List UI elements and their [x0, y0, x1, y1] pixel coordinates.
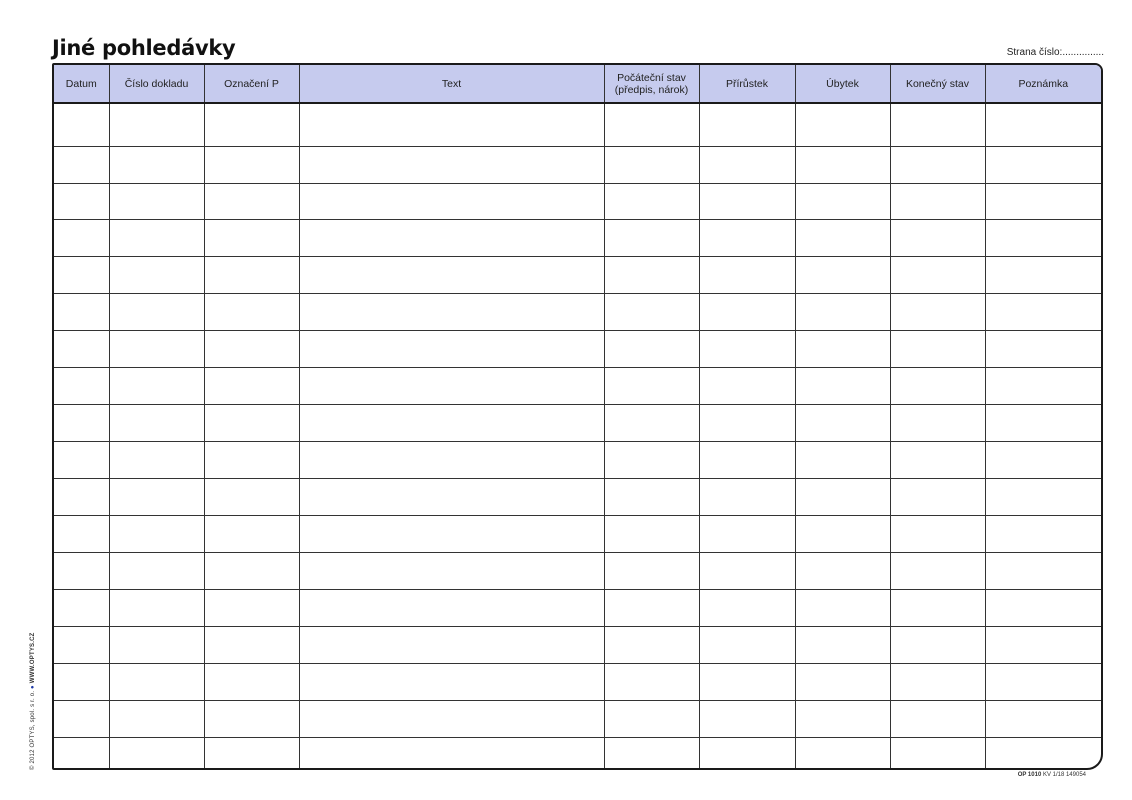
table-cell[interactable]: [299, 589, 604, 626]
table-cell[interactable]: [985, 331, 1101, 368]
table-cell[interactable]: [890, 183, 985, 220]
table-cell[interactable]: [604, 442, 699, 479]
table-cell[interactable]: [795, 552, 890, 589]
table-cell[interactable]: [795, 220, 890, 257]
form-code-rest: KV 1/18 149054: [1042, 772, 1086, 778]
table-cell[interactable]: [54, 442, 109, 479]
table-cell[interactable]: [795, 368, 890, 405]
table-row: [54, 368, 1101, 405]
table-cell[interactable]: [54, 294, 109, 331]
table-cell[interactable]: [985, 368, 1101, 405]
table-cell[interactable]: [204, 146, 299, 183]
table-cell[interactable]: [985, 515, 1101, 552]
table-cell[interactable]: [299, 405, 604, 442]
table-row: [54, 294, 1101, 331]
table-cell[interactable]: [699, 146, 795, 183]
table-cell[interactable]: [890, 700, 985, 737]
table-cell[interactable]: [299, 737, 604, 768]
column-header-document-number: Číslo dokladu: [109, 65, 204, 103]
table-cell[interactable]: [299, 294, 604, 331]
table-cell[interactable]: [54, 700, 109, 737]
table-cell[interactable]: [109, 663, 204, 700]
table-cell[interactable]: [109, 103, 204, 146]
table-cell[interactable]: [604, 626, 699, 663]
table-cell[interactable]: [204, 552, 299, 589]
table-cell[interactable]: [299, 146, 604, 183]
table-cell[interactable]: [699, 626, 795, 663]
table-cell[interactable]: [604, 737, 699, 768]
table-cell[interactable]: [699, 442, 795, 479]
table-cell[interactable]: [604, 331, 699, 368]
table-cell[interactable]: [795, 103, 890, 146]
table-cell[interactable]: [54, 663, 109, 700]
table-cell[interactable]: [204, 626, 299, 663]
table-row: [54, 552, 1101, 589]
table-cell[interactable]: [985, 737, 1101, 768]
ledger-table: [54, 65, 1101, 768]
table-cell[interactable]: [795, 331, 890, 368]
table-cell[interactable]: [109, 331, 204, 368]
table-cell[interactable]: [299, 515, 604, 552]
table-row: [54, 737, 1101, 768]
table-cell[interactable]: [890, 552, 985, 589]
table-cell[interactable]: [299, 368, 604, 405]
table-cell[interactable]: [890, 626, 985, 663]
form-code-bold: OP 1010: [1017, 772, 1042, 778]
table-cell[interactable]: [299, 700, 604, 737]
table-cell[interactable]: [299, 331, 604, 368]
table-cell[interactable]: [699, 737, 795, 768]
table-cell[interactable]: [54, 220, 109, 257]
table-cell[interactable]: [204, 294, 299, 331]
table-cell[interactable]: [54, 737, 109, 768]
column-header-text: Text: [299, 65, 604, 103]
table-cell[interactable]: [54, 626, 109, 663]
table-cell[interactable]: [985, 103, 1101, 146]
table-cell[interactable]: [795, 626, 890, 663]
table-cell[interactable]: [795, 737, 890, 768]
column-header-receivable-id: Označení P: [204, 65, 299, 103]
form-code: [1018, 772, 1086, 778]
table-cell[interactable]: [699, 405, 795, 442]
table-cell[interactable]: [54, 331, 109, 368]
table-row: [54, 479, 1101, 516]
table-cell[interactable]: [299, 183, 604, 220]
table-cell[interactable]: [795, 183, 890, 220]
table-cell[interactable]: [699, 552, 795, 589]
table-cell[interactable]: [699, 663, 795, 700]
table-cell[interactable]: [604, 257, 699, 294]
table-cell[interactable]: [54, 552, 109, 589]
table-cell[interactable]: [795, 257, 890, 294]
table-cell[interactable]: [890, 589, 985, 626]
table-cell[interactable]: [890, 368, 985, 405]
table-cell[interactable]: [604, 368, 699, 405]
table-row: [54, 220, 1101, 257]
table-cell[interactable]: [985, 183, 1101, 220]
table-cell[interactable]: [604, 405, 699, 442]
column-header-note: Poznámka: [985, 65, 1101, 103]
table-cell[interactable]: [54, 589, 109, 626]
table-cell[interactable]: [204, 442, 299, 479]
table-cell[interactable]: [985, 552, 1101, 589]
table-cell[interactable]: [109, 737, 204, 768]
table-cell[interactable]: [109, 294, 204, 331]
table-cell[interactable]: [699, 294, 795, 331]
table-cell[interactable]: [890, 515, 985, 552]
table-cell[interactable]: [985, 663, 1101, 700]
table-cell[interactable]: [54, 103, 109, 146]
table-cell[interactable]: [54, 515, 109, 552]
table-cell[interactable]: [54, 405, 109, 442]
table-cell[interactable]: [204, 700, 299, 737]
table-cell[interactable]: [604, 700, 699, 737]
table-cell[interactable]: [604, 294, 699, 331]
table-row: [54, 589, 1101, 626]
column-header-date: Datum: [54, 65, 109, 103]
table-row: [54, 103, 1101, 146]
table-cell[interactable]: [699, 331, 795, 368]
table-cell[interactable]: [985, 626, 1101, 663]
table-cell[interactable]: [604, 663, 699, 700]
table-cell[interactable]: [890, 405, 985, 442]
table-cell[interactable]: [985, 442, 1101, 479]
table-cell[interactable]: [299, 663, 604, 700]
table-cell[interactable]: [699, 103, 795, 146]
ledger-table-frame: [52, 63, 1103, 770]
copyright-vertical: [30, 633, 36, 771]
table-cell[interactable]: [795, 663, 890, 700]
table-cell[interactable]: [890, 331, 985, 368]
table-cell[interactable]: [985, 700, 1101, 737]
table-cell[interactable]: [795, 479, 890, 516]
page-number-label: Strana číslo:...............: [1006, 47, 1104, 58]
table-cell[interactable]: [795, 515, 890, 552]
table-cell[interactable]: [109, 146, 204, 183]
table-cell[interactable]: [299, 552, 604, 589]
table-cell[interactable]: [890, 294, 985, 331]
table-cell[interactable]: [299, 103, 604, 146]
column-header-opening-balance: Počáteční stav (předpis, nárok): [604, 65, 699, 103]
table-cell[interactable]: [795, 146, 890, 183]
table-cell[interactable]: [204, 331, 299, 368]
table-cell[interactable]: [985, 257, 1101, 294]
table-cell[interactable]: [204, 515, 299, 552]
table-cell[interactable]: [890, 663, 985, 700]
table-row: [54, 183, 1101, 220]
table-cell[interactable]: [604, 183, 699, 220]
table-cell[interactable]: [54, 479, 109, 516]
table-row: [54, 700, 1101, 737]
copyright-text: © 2012 OPTYS, spol. s r. o.: [30, 690, 36, 770]
table-cell[interactable]: [204, 479, 299, 516]
table-cell[interactable]: [299, 442, 604, 479]
table-cell[interactable]: [890, 737, 985, 768]
table-cell[interactable]: [699, 515, 795, 552]
table-cell[interactable]: [204, 663, 299, 700]
table-cell[interactable]: [204, 589, 299, 626]
table-cell[interactable]: [699, 368, 795, 405]
table-cell[interactable]: [109, 257, 204, 294]
table-cell[interactable]: [795, 700, 890, 737]
table-cell[interactable]: [890, 220, 985, 257]
column-header-decrease: Úbytek: [795, 65, 890, 103]
table-cell[interactable]: [795, 294, 890, 331]
table-cell[interactable]: [109, 626, 204, 663]
table-row: [54, 515, 1101, 552]
table-cell[interactable]: [890, 257, 985, 294]
table-cell[interactable]: [699, 700, 795, 737]
table-row: [54, 331, 1101, 368]
table-row: [54, 257, 1101, 294]
table-cell[interactable]: [204, 103, 299, 146]
table-cell[interactable]: [985, 220, 1101, 257]
table-row: [54, 663, 1101, 700]
table-cell[interactable]: [204, 183, 299, 220]
table-row: [54, 626, 1101, 663]
table-row: [54, 442, 1101, 479]
table-cell[interactable]: [299, 257, 604, 294]
table-cell[interactable]: [890, 146, 985, 183]
table-cell[interactable]: [890, 479, 985, 516]
table-cell[interactable]: [890, 103, 985, 146]
table-cell[interactable]: [299, 220, 604, 257]
table-row: [54, 146, 1101, 183]
table-cell[interactable]: [604, 515, 699, 552]
table-cell[interactable]: [985, 589, 1101, 626]
table-cell[interactable]: [699, 479, 795, 516]
table-cell[interactable]: [109, 405, 204, 442]
table-cell[interactable]: [109, 515, 204, 552]
column-header-increase: Přírůstek: [699, 65, 795, 103]
table-cell[interactable]: [299, 479, 604, 516]
table-cell[interactable]: [109, 700, 204, 737]
table-cell[interactable]: [204, 257, 299, 294]
table-cell[interactable]: [109, 442, 204, 479]
table-cell[interactable]: [699, 589, 795, 626]
table-cell[interactable]: [604, 220, 699, 257]
table-cell[interactable]: [54, 257, 109, 294]
table-cell[interactable]: [699, 220, 795, 257]
table-cell[interactable]: [109, 368, 204, 405]
table-cell[interactable]: [795, 589, 890, 626]
table-cell[interactable]: [795, 405, 890, 442]
table-cell[interactable]: [795, 442, 890, 479]
website-text: WWW.OPTYS.CZ: [30, 632, 36, 684]
table-cell[interactable]: [604, 103, 699, 146]
table-cell[interactable]: [204, 737, 299, 768]
table-cell[interactable]: [109, 220, 204, 257]
table-cell[interactable]: [890, 442, 985, 479]
column-header-closing-balance: Konečný stav: [890, 65, 985, 103]
table-cell[interactable]: [109, 552, 204, 589]
table-cell[interactable]: [699, 183, 795, 220]
table-cell[interactable]: [109, 589, 204, 626]
table-cell[interactable]: [204, 405, 299, 442]
table-cell[interactable]: [604, 552, 699, 589]
table-row: [54, 405, 1101, 442]
table-cell[interactable]: [299, 626, 604, 663]
table-cell[interactable]: [604, 479, 699, 516]
table-cell[interactable]: [699, 257, 795, 294]
table-cell[interactable]: [109, 479, 204, 516]
table-cell[interactable]: [204, 368, 299, 405]
table-cell[interactable]: [604, 146, 699, 183]
table-cell[interactable]: [54, 183, 109, 220]
table-cell[interactable]: [604, 589, 699, 626]
table-cell[interactable]: [985, 294, 1101, 331]
bullet-icon: ●: [30, 683, 36, 689]
table-cell[interactable]: [985, 146, 1101, 183]
header-row: [54, 65, 1101, 103]
table-cell[interactable]: [204, 220, 299, 257]
form-title: Jiné pohledávky: [52, 36, 236, 60]
table-cell[interactable]: [985, 479, 1101, 516]
table-cell[interactable]: [109, 183, 204, 220]
table-cell[interactable]: [54, 146, 109, 183]
table-cell[interactable]: [985, 405, 1101, 442]
table-cell[interactable]: [54, 368, 109, 405]
